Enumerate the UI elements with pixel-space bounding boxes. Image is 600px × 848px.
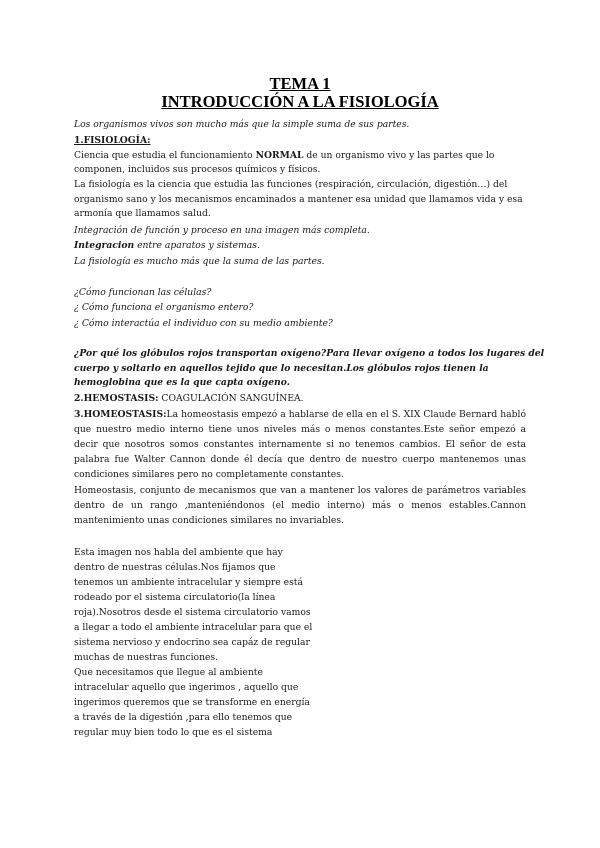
definition-line-2: componen, incluidos sus procesos químicos y físicos.: [74, 164, 321, 175]
globulos-line-2: cuerpo y soltarlo en aquellos tejido que lo necesitan.Los glóbulos rojos tienen la: [74, 363, 489, 374]
integration-line-3: La fisiología es mucho más que la suma de las partes.: [74, 256, 325, 267]
paragraph-line: organismo sano y los mecanismos encaminados a mantener esa unidad que llamamos vida y esa: [74, 194, 523, 205]
homeostasis-p2-line-2: dentro de un rango ,manteniéndonos (el medio interno) más o menos estables.Cannon: [74, 500, 526, 511]
homeostasis-line-2: que nuestro medio interno tiene unos niveles más o menos constantes.Este señor empezó a: [74, 424, 526, 435]
paragraph-line: armonía que llamamos salud.: [74, 208, 211, 219]
question-2: ¿ Cómo funciona el organismo entero?: [74, 302, 254, 313]
title-tema: TEMA 1: [269, 74, 331, 93]
image-text-line: muchas de nuestras funciones.: [74, 652, 219, 663]
question-3: ¿ Cómo interactúa el individuo con su medio ambiente?: [74, 318, 333, 329]
image-text-line: a llegar a todo el ambiente intracelular para que el: [74, 622, 313, 633]
homeostasis-line-5: condiciones similares pero no completamente constantes.: [74, 469, 344, 480]
image-text-line: tenemos un ambiente intracelular y siempre está: [74, 577, 303, 588]
image-text-line: Que necesitamos que llegue al ambiente: [74, 667, 263, 678]
heading-fisiologia: 1.FISIOLOGÍA:: [74, 135, 151, 146]
image-text-line: sistema nervioso y endocrino sea capáz de regular: [74, 637, 310, 648]
homeostasis-line-4: palabra fue Walter Cannon donde él decía que dentro de nuestro cuerpo mantenemos unas: [74, 454, 526, 465]
image-text-line: ingerimos queremos que se transforme en energía: [74, 697, 310, 708]
question-1: ¿Cómo funcionan las células?: [74, 287, 212, 298]
homeostasis-p2-line-3: mantenimiento unas condiciones similares no invariables.: [74, 515, 344, 526]
homeostasis-p2-line-1: Homeostasis, conjunto de mecanismos que van a mantener los valores de parámetros variables: [74, 485, 526, 496]
homeostasis-line-3: decir que nosotros somos constantes internamente si no tenemos cambios. El señor de esta: [74, 439, 526, 450]
intro-line: Los organismos vivos son mucho más que la simple suma de sus partes.: [74, 119, 410, 130]
integration-line-2: Integracion entre aparatos y sistemas.: [74, 240, 260, 251]
image-text-line: roja).Nosotros desde el sistema circulatorio vamos: [74, 607, 311, 618]
image-text-line: Esta imagen nos habla del ambiente que hay: [74, 547, 283, 558]
image-text-line: a través de la digestión ,para ello tenemos que: [74, 712, 293, 723]
hemostasis-line: 2.HEMOSTASIS: COAGULACIÓN SANGUÍNEA.: [74, 393, 304, 404]
image-text-line: dentro de nuestras células.Nos fijamos que: [74, 562, 276, 573]
paragraph-line: La fisiología es la ciencia que estudia las funciones (respiración, circulación, digestión…) del: [74, 179, 508, 190]
title-introduccion: INTRODUCCIÓN A LA FISIOLOGÍA: [161, 92, 439, 111]
homeostasis-line-1: 3.HOMEOSTASIS:La homeostasis empezó a hablarse de ella en el S. XIX Claude Bernard habló: [74, 409, 526, 420]
image-text-line: rodeado por el sistema circulatorio(la línea: [74, 592, 276, 603]
globulos-line-1: ¿Por qué los glóbulos rojos transportan oxígeno?Para llevar oxígeno a todos los lugares del: [74, 348, 545, 359]
image-text-line: regular muy bien todo lo que es el sistema: [74, 727, 273, 738]
definition-line-1: Ciencia que estudia el funcionamiento NORMAL de un organismo vivo y las partes que lo: [74, 150, 495, 161]
integration-line-1: Integración de función y proceso en una imagen más completa.: [74, 225, 370, 236]
globulos-line-3: hemoglobina que es la que capta oxígeno.: [74, 377, 290, 388]
image-text-line: intracelular aquello que ingerimos , aquello que: [74, 682, 299, 693]
